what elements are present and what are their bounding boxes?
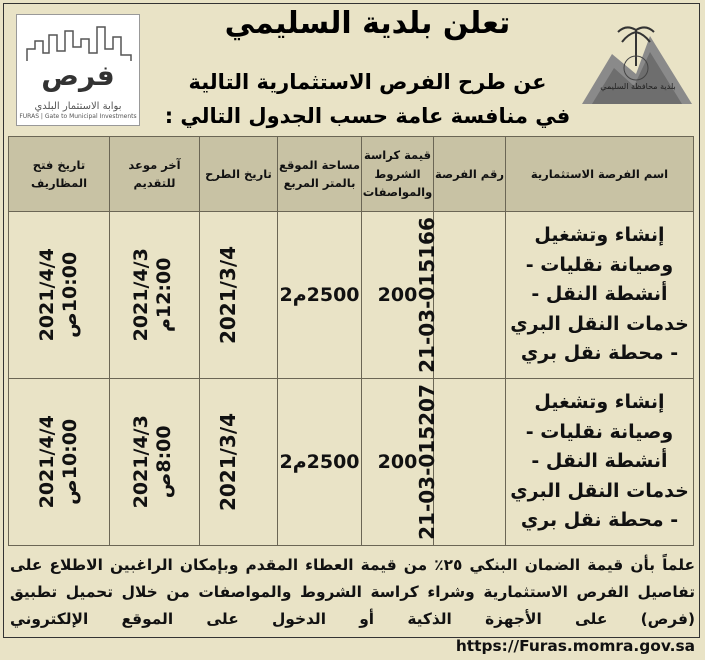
- row-deadline-time: 12:00م: [152, 257, 175, 333]
- row-offer-date-cell: [200, 379, 278, 546]
- header-deadline: آخر موعد للتقديم: [110, 137, 200, 212]
- row-deadline-cell: [110, 379, 200, 546]
- row-opening-cell: [9, 379, 110, 546]
- header-opening: تاريخ فتح المظاريف: [9, 137, 110, 212]
- row-offer-date: 2021/3/4: [215, 412, 240, 512]
- table-row: [9, 212, 694, 379]
- subtitle-line1: عن طرح الفرص الاستثمارية التالية: [188, 70, 547, 94]
- skyline-icon: [25, 23, 133, 63]
- row-area: 2500م2: [278, 212, 362, 379]
- row-opening: [36, 248, 82, 341]
- row-offer-date-cell: [200, 212, 278, 379]
- header-offer-date: تاريخ الطرح: [200, 137, 278, 212]
- municipality-caption: بلدية محافظة السليمي: [600, 82, 676, 91]
- header-booklet-price: قيمة كراسة الشروط والمواصفات: [362, 137, 434, 212]
- row-opening-date: 2021/4/4: [36, 415, 59, 509]
- header-area: مساحة الموقع بالمتر المربع: [278, 137, 362, 212]
- row-opening-time: 10:00ص: [58, 418, 81, 506]
- row-number-cell: [415, 379, 506, 546]
- row-booklet-price: 200: [362, 379, 434, 546]
- header-number: رقم الفرصة: [434, 137, 506, 212]
- furas-tagline-en: FURAS | Gate to Municipal Investments: [19, 113, 137, 120]
- row-deadline: [130, 415, 176, 508]
- table-row: [9, 379, 694, 546]
- footer-note: علماً بأن قيمة الضمان البنكي ٢٥٪ من قيمة العطاء المقدم وبإمكان الراغبين الاطلاع على تفاصيل الفرص الاستثمارية وشراء كراسة الشروط والمواصفات من خلال تحميل تطبيق (فرص) على الأجهزة الذكية أو الدخول على الموقع الإلكتروني https://Furas.momra.gov.sa: [10, 556, 695, 655]
- opportunities-table: [8, 136, 694, 546]
- table-header-row: [9, 137, 694, 212]
- row-name: إنشاء وتشغيل وصيانة نقليات - أنشطة النقل - خدمات النقل البري - محطة نقل بري: [506, 212, 694, 379]
- row-opening-time: 10:00ص: [58, 251, 81, 339]
- row-deadline-cell: [110, 212, 200, 379]
- row-number: 21-03-015207: [415, 384, 440, 540]
- row-number-cell: [415, 212, 506, 379]
- furas-tagline-ar: بوابة الاستثمار البلدي: [34, 101, 122, 112]
- furas-brand-text: فرص: [41, 59, 115, 92]
- municipality-logo-icon: [578, 16, 696, 118]
- header-name: اسم الفرصة الاستثمارية: [506, 137, 694, 212]
- row-deadline-date: 2021/4/3: [129, 248, 152, 342]
- row-area: 2500م2: [278, 379, 362, 546]
- row-deadline-date: 2021/4/3: [129, 415, 152, 509]
- row-number: 21-03-015166: [415, 217, 440, 373]
- subtitle-line2: في منافسة عامة حسب الجدول التالي :: [164, 104, 571, 128]
- row-opening: [36, 415, 82, 508]
- page-title: تعلن بلدية السليمي: [224, 6, 511, 41]
- furas-logo: [16, 14, 140, 126]
- row-booklet-price: 200: [362, 212, 434, 379]
- row-offer-date: 2021/3/4: [215, 245, 240, 345]
- row-name: إنشاء وتشغيل وصيانة نقليات - أنشطة النقل - خدمات النقل البري - محطة نقل بري: [506, 379, 694, 546]
- row-deadline-time: 8:00ص: [152, 425, 175, 499]
- row-opening-date: 2021/4/4: [36, 248, 59, 342]
- row-opening-cell: [9, 212, 110, 379]
- row-deadline: [130, 248, 176, 341]
